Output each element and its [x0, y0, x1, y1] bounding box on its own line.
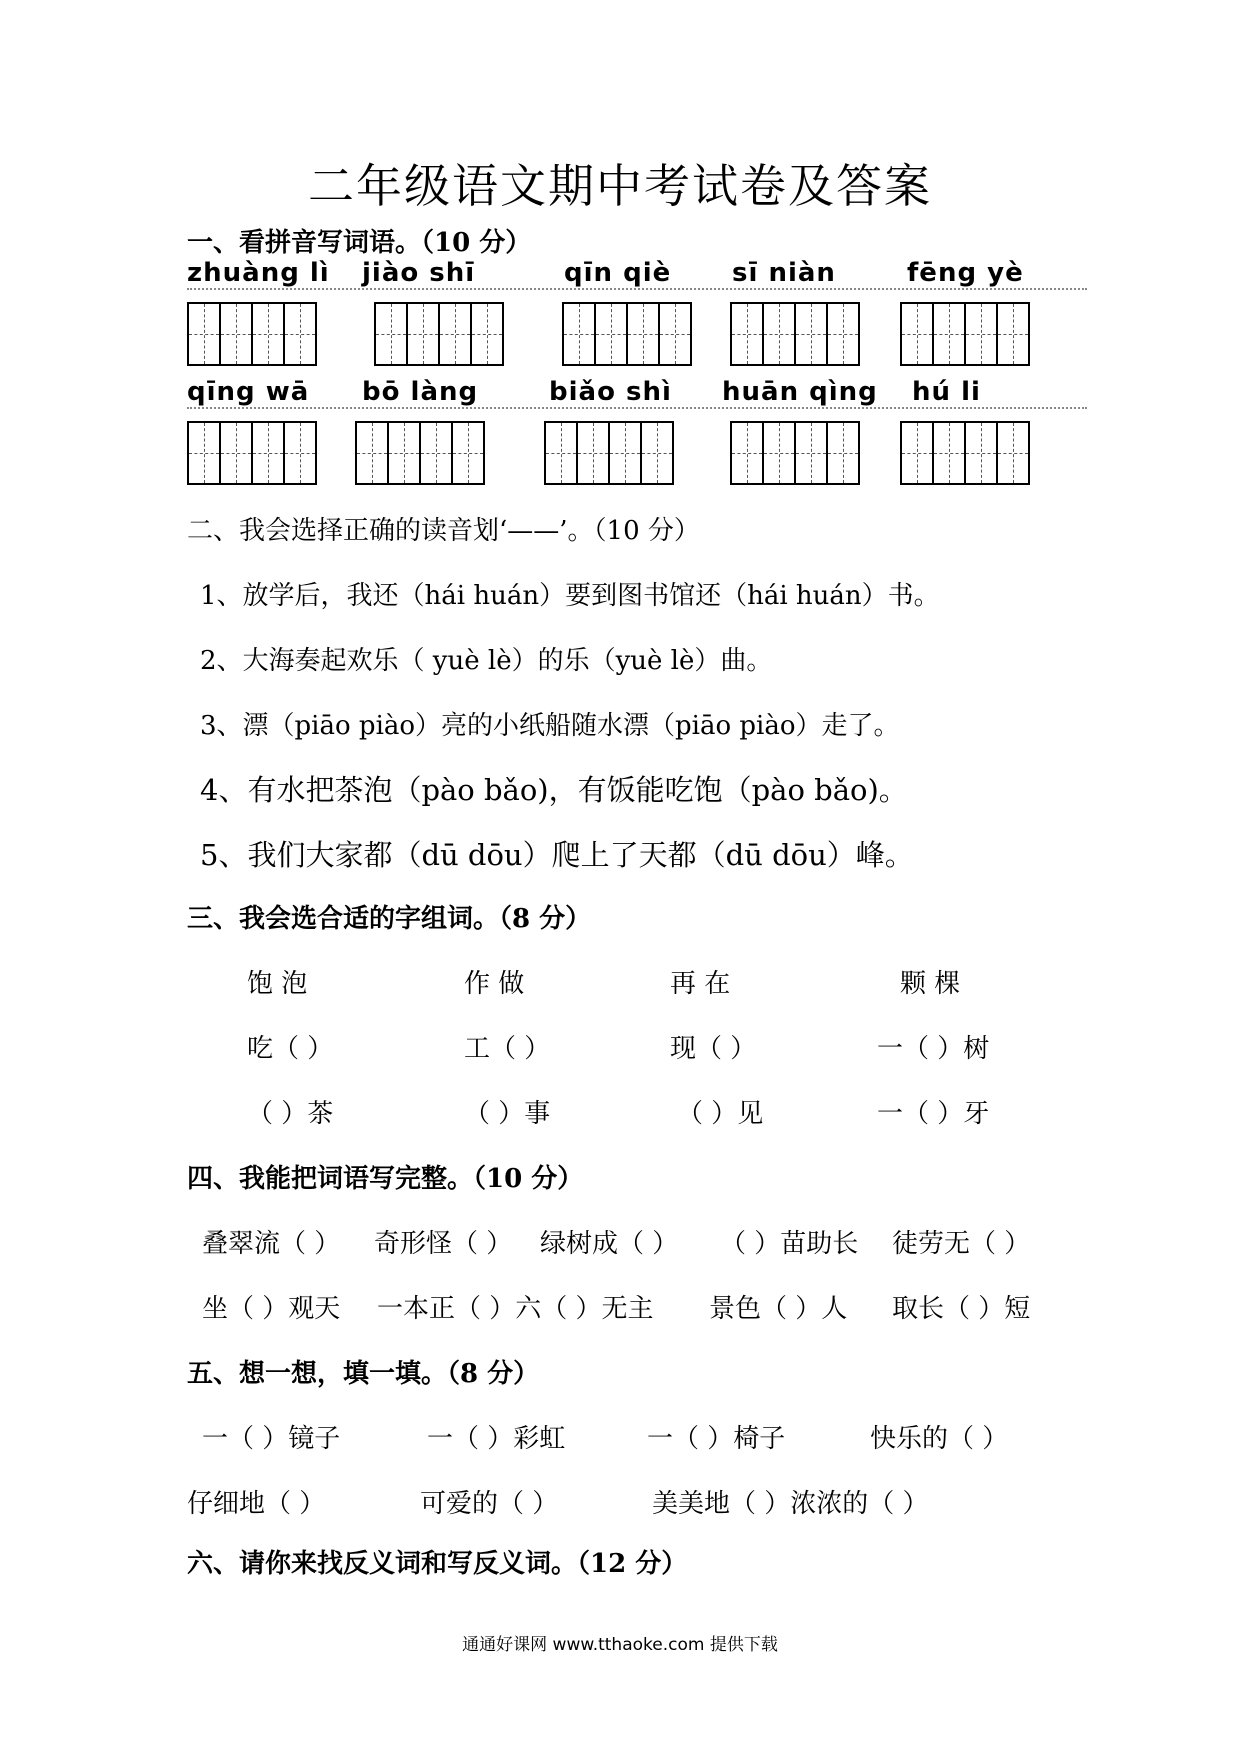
fill-item: 现（ ） [670, 1034, 757, 1064]
writing-grid-box[interactable] [562, 302, 692, 366]
fill-item: （ ）见 [677, 1099, 764, 1129]
dotted-guide [187, 407, 1087, 409]
section-1-heading: 一、看拼音写词语。（10 分） [187, 228, 532, 258]
pinyin-row-2 [187, 377, 1087, 417]
fill-item: 可爱的（ ） [420, 1489, 559, 1519]
fill-item: 美美地（ ）浓浓的（ ） [652, 1489, 929, 1519]
idiom-item: 绿树成（ ） [540, 1229, 679, 1259]
writing-grid-box[interactable] [730, 302, 860, 366]
idiom-row [187, 1288, 1087, 1328]
char-pair: 作 做 [464, 969, 525, 999]
char-pair: 再 在 [670, 969, 731, 999]
fill-item: 快乐的（ ） [870, 1424, 1009, 1454]
question-line: 5、我们大家都（dū dōu）爬上了天都（dū dōu）峰。 [200, 838, 914, 872]
fill-item: 一（ ）树 [877, 1034, 990, 1064]
pinyin-item: biǎo shì [549, 377, 672, 407]
writing-grid-box[interactable] [900, 302, 1030, 366]
fill-row [187, 1028, 1087, 1068]
pinyin-item: qīng wā [187, 377, 310, 407]
fill-item: 仔细地（ ） [187, 1489, 326, 1519]
writing-grid-box[interactable] [374, 302, 504, 366]
writing-grid-box[interactable] [187, 302, 317, 366]
section-2-heading: 二、我会选择正确的读音划‘——’。（10 分） [187, 516, 700, 546]
writing-grid-box[interactable] [187, 421, 317, 485]
idiom-item: 取长（ ）短 [892, 1294, 1031, 1324]
pinyin-row-1 [187, 258, 1087, 298]
question-line: 3、漂（piāo piào）亮的小纸船随水漂（piāo piào）走了。 [200, 711, 900, 741]
section-4-heading: 四、我能把词语写完整。（10 分） [187, 1164, 584, 1194]
char-pair: 颗 棵 [900, 969, 961, 999]
writing-grid-box[interactable] [355, 421, 485, 485]
pinyin-item: jiào shī [362, 258, 476, 288]
fill-item: （ ）茶 [247, 1099, 334, 1129]
pinyin-item: huān qìng [722, 377, 878, 407]
section-3-heading: 三、我会选合适的字组词。（8 分） [187, 904, 592, 934]
question-line: 1、放学后，我还（hái huán）要到图书馆还（hái huán）书。 [200, 581, 940, 611]
writing-box-row-1 [187, 302, 1087, 372]
idiom-item: 徒劳无（ ） [892, 1229, 1031, 1259]
dotted-guide [187, 288, 1087, 290]
idiom-item: 奇形怪（ ） [374, 1229, 513, 1259]
fill-row [187, 1483, 1087, 1523]
char-pair: 饱 泡 [247, 969, 308, 999]
pinyin-item: bō làng [362, 377, 479, 407]
question-line: 2、大海奏起欢乐（ yuè lè）的乐（yuè lè）曲。 [200, 646, 773, 676]
question-line: 4、有水把茶泡（pào bǎo)，有饭能吃饱（pào bǎo)。 [200, 773, 908, 807]
idiom-row [187, 1223, 1087, 1263]
fill-item: 工（ ） [464, 1034, 551, 1064]
idiom-item: 坐（ ）观天 [202, 1294, 341, 1324]
char-pair-row [187, 963, 1087, 1003]
fill-item: 吃（ ） [247, 1034, 334, 1064]
fill-item: （ ）事 [464, 1099, 551, 1129]
fill-item: 一（ ）镜子 [202, 1424, 341, 1454]
writing-box-row-2 [187, 421, 1087, 491]
fill-item: 一（ ）牙 [877, 1099, 990, 1129]
pinyin-item: hú li [912, 377, 981, 407]
pinyin-item: zhuàng lì [187, 258, 330, 288]
page-title: 二年级语文期中考试卷及答案 [308, 159, 932, 213]
pinyin-item: fēng yè [907, 258, 1024, 288]
fill-item: 一（ ）椅子 [647, 1424, 786, 1454]
writing-grid-box[interactable] [900, 421, 1030, 485]
idiom-item: 一本正（ ）六（ ）无主 [377, 1294, 654, 1324]
pinyin-item: qīn qiè [564, 258, 672, 288]
pinyin-item: sī niàn [732, 258, 836, 288]
writing-grid-box[interactable] [544, 421, 674, 485]
fill-row [187, 1093, 1087, 1133]
idiom-item: （ ）苗助长 [720, 1229, 859, 1259]
section-6-heading: 六、请你来找反义词和写反义词。（12 分） [187, 1549, 688, 1579]
footer-credit: 通通好课网 www.tthaoke.com 提供下载 [462, 1635, 778, 1655]
fill-item: 一（ ）彩虹 [427, 1424, 566, 1454]
fill-row [187, 1418, 1087, 1458]
idiom-item: 叠翠流（ ） [202, 1229, 341, 1259]
writing-grid-box[interactable] [730, 421, 860, 485]
section-5-heading: 五、想一想，填一填。（8 分） [187, 1359, 540, 1389]
idiom-item: 景色（ ）人 [709, 1294, 848, 1324]
